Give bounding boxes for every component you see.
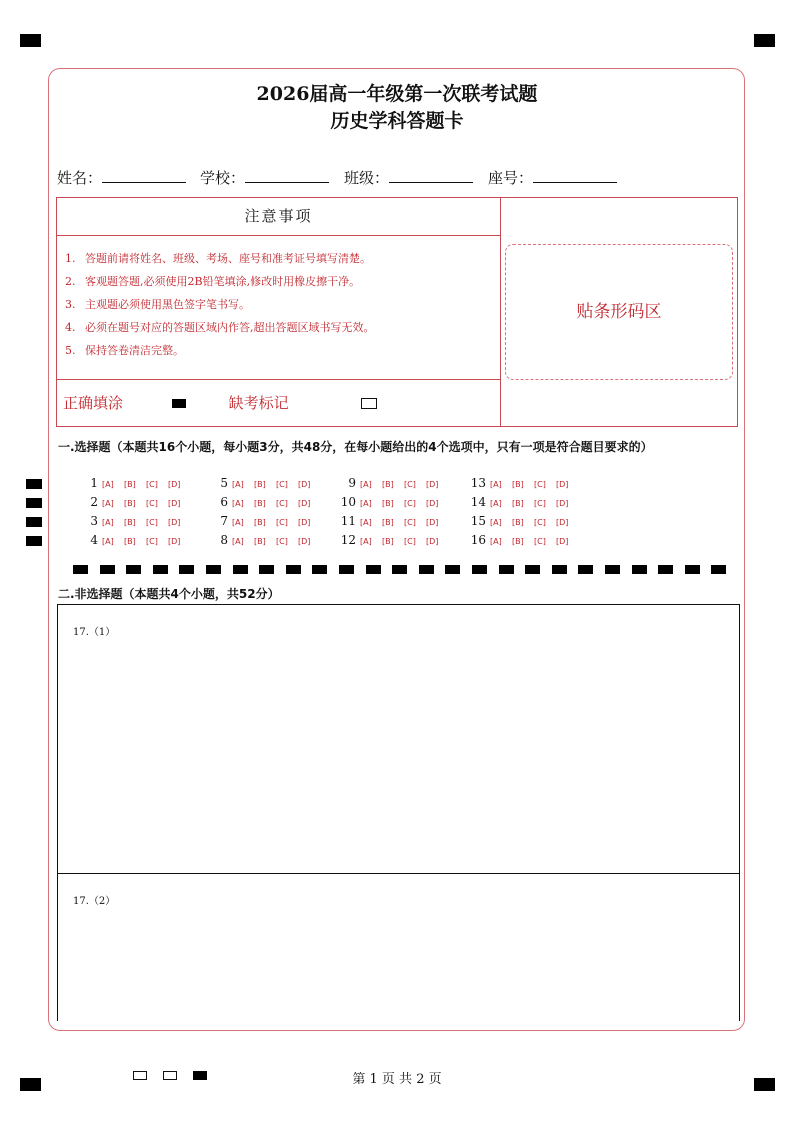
mc-option-bubble[interactable]: [B] xyxy=(124,537,136,546)
mc-option-bubble[interactable]: [A] xyxy=(102,499,114,508)
mc-option-bubble[interactable]: [A] xyxy=(102,480,114,489)
mc-question xyxy=(82,495,190,509)
mc-option-bubble[interactable]: [A] xyxy=(490,480,502,489)
mc-question-number: 13 xyxy=(470,476,486,490)
mc-option-bubble[interactable]: [D] xyxy=(556,499,569,508)
mc-option-bubble[interactable]: [A] xyxy=(490,537,502,546)
mc-option-bubble[interactable]: [B] xyxy=(124,499,136,508)
mc-option-bubble[interactable]: [C] xyxy=(146,537,158,546)
timing-dash xyxy=(658,565,673,574)
name-field[interactable] xyxy=(57,167,186,188)
timing-dash xyxy=(711,565,726,574)
notice-title: 注意事项 xyxy=(57,198,500,236)
timing-dash xyxy=(605,565,620,574)
timing-dash xyxy=(445,565,460,574)
mc-option-bubble[interactable]: [D] xyxy=(426,518,439,527)
mc-option-bubble[interactable]: [B] xyxy=(124,518,136,527)
mc-option-bubble[interactable]: [B] xyxy=(124,480,136,489)
question-label-17-2: 17.（2） xyxy=(73,896,116,907)
timing-mark xyxy=(26,498,42,508)
timing-dash xyxy=(525,565,540,574)
mc-option-bubble[interactable]: [C] xyxy=(276,537,288,546)
mc-option-bubble[interactable]: [B] xyxy=(254,537,266,546)
timing-dash xyxy=(206,565,221,574)
mc-option-bubble[interactable]: [D] xyxy=(426,537,439,546)
mc-option-bubble[interactable]: [B] xyxy=(382,480,394,489)
subject-title: 历史学科答题卡 xyxy=(330,110,464,132)
mc-option-bubble[interactable]: [C] xyxy=(534,518,546,527)
school-field[interactable] xyxy=(200,167,329,188)
mc-option-bubble[interactable]: [B] xyxy=(382,537,394,546)
mc-option-bubble[interactable]: [C] xyxy=(276,480,288,489)
mc-option-bubble[interactable]: [A] xyxy=(232,480,244,489)
mc-question xyxy=(340,514,448,528)
mc-option-bubble[interactable]: [A] xyxy=(232,537,244,546)
section1-heading: 一.选择题（本题共16个小题，每小题3分，共48分，在每小题给出的4个选项中，只有一项是符合题目要求的） xyxy=(58,440,653,454)
mc-question xyxy=(470,495,578,509)
mc-option-bubble[interactable]: [C] xyxy=(534,480,546,489)
class-label: 班级： xyxy=(344,169,390,187)
timing-dash xyxy=(100,565,115,574)
mc-question-number: 2 xyxy=(90,495,98,509)
absent-checkbox[interactable] xyxy=(361,398,377,409)
exam-title: 2026届高一年级第一次联考试题 xyxy=(256,83,538,105)
notice-divider-vertical xyxy=(500,198,501,426)
mc-option-bubble[interactable]: [D] xyxy=(426,480,439,489)
mc-question-number: 16 xyxy=(470,533,486,547)
timing-mark xyxy=(26,536,42,546)
mc-option-bubble[interactable]: [A] xyxy=(232,518,244,527)
mc-question-number: 9 xyxy=(348,476,356,490)
mc-option-bubble[interactable]: [C] xyxy=(404,537,416,546)
school-line[interactable] xyxy=(245,167,329,183)
notice-rules xyxy=(65,250,375,365)
mc-option-bubble[interactable]: [A] xyxy=(490,518,502,527)
timing-dash xyxy=(499,565,514,574)
class-field[interactable] xyxy=(344,167,473,188)
mc-option-bubble[interactable]: [A] xyxy=(232,499,244,508)
mc-option-bubble[interactable]: [D] xyxy=(556,518,569,527)
timing-dash xyxy=(366,565,381,574)
notice-divider-horizontal xyxy=(57,379,500,380)
timing-dash xyxy=(179,565,194,574)
mc-option-bubble[interactable]: [B] xyxy=(512,518,524,527)
class-line[interactable] xyxy=(389,167,473,183)
mc-option-bubble[interactable]: [B] xyxy=(254,480,266,489)
mc-option-bubble[interactable]: [D] xyxy=(168,537,181,546)
corner-mark-top-left xyxy=(20,34,41,47)
timing-dash xyxy=(233,565,248,574)
mc-question-number: 7 xyxy=(220,514,228,528)
mc-option-bubble[interactable]: [C] xyxy=(276,499,288,508)
mc-question xyxy=(470,514,578,528)
mc-option-bubble[interactable]: [D] xyxy=(298,537,311,546)
mc-question xyxy=(470,476,578,490)
mc-question xyxy=(212,514,320,528)
mc-option-bubble[interactable]: [D] xyxy=(426,499,439,508)
mc-question-number: 6 xyxy=(220,495,228,509)
rule-item: 4. 必须在题号对应的答题区域内作答,超出答题区域书写无效。 xyxy=(65,321,375,334)
mc-question xyxy=(340,476,448,490)
name-label: 姓名： xyxy=(57,169,103,187)
timing-dash xyxy=(392,565,407,574)
mc-option-bubble[interactable]: [B] xyxy=(512,537,524,546)
mc-question xyxy=(82,533,190,547)
timing-dash xyxy=(552,565,567,574)
answer-box-17-2[interactable] xyxy=(57,873,740,1021)
rule-item: 5. 保持答卷清洁完整。 xyxy=(65,344,184,357)
timing-dash xyxy=(73,565,88,574)
mc-question-number: 5 xyxy=(220,476,228,490)
mc-option-bubble[interactable]: [B] xyxy=(254,499,266,508)
mc-option-bubble[interactable]: [D] xyxy=(556,537,569,546)
mc-option-bubble[interactable]: [C] xyxy=(404,499,416,508)
timing-dash xyxy=(126,565,141,574)
mc-option-bubble[interactable]: [D] xyxy=(168,480,181,489)
mc-question-number: 11 xyxy=(340,514,356,528)
mc-option-bubble[interactable]: [A] xyxy=(490,499,502,508)
question-label-17-1: 17.（1） xyxy=(73,627,116,638)
mc-option-bubble[interactable]: [A] xyxy=(360,499,372,508)
timing-dash xyxy=(472,565,487,574)
mc-question xyxy=(82,476,190,490)
rule-item: 1. 答题前请将姓名、班级、考场、座号和准考证号填写清楚。 xyxy=(65,252,371,265)
section2-heading: 二.非选择题（本题共4个小题，共52分） xyxy=(58,587,280,601)
mc-question xyxy=(212,495,320,509)
timing-dash xyxy=(259,565,274,574)
timing-dash xyxy=(632,565,647,574)
mc-option-bubble[interactable]: [D] xyxy=(168,518,181,527)
rule-item: 3. 主观题必须使用黑色签字笔书写。 xyxy=(65,298,250,311)
mc-option-bubble[interactable]: [B] xyxy=(512,499,524,508)
school-label: 学校： xyxy=(200,169,246,187)
mc-question xyxy=(340,533,448,547)
timing-mark xyxy=(26,517,42,527)
mc-option-bubble[interactable]: [C] xyxy=(146,480,158,489)
mc-question xyxy=(470,533,578,547)
timing-dash xyxy=(419,565,434,574)
mc-question-number: 15 xyxy=(470,514,486,528)
mc-option-bubble[interactable]: [D] xyxy=(556,480,569,489)
timing-dash xyxy=(578,565,593,574)
seat-line[interactable] xyxy=(533,167,617,183)
mc-option-bubble[interactable]: [A] xyxy=(360,480,372,489)
mc-question xyxy=(212,533,320,547)
mc-question xyxy=(212,476,320,490)
seat-field[interactable] xyxy=(488,167,617,188)
mc-option-bubble[interactable]: [B] xyxy=(512,480,524,489)
answer-box-17-1[interactable] xyxy=(57,604,740,874)
barcode-area: 贴条形码区 xyxy=(505,244,733,380)
mc-option-bubble[interactable]: [C] xyxy=(404,518,416,527)
mc-option-bubble[interactable]: [C] xyxy=(534,537,546,546)
mc-option-bubble[interactable]: [B] xyxy=(254,518,266,527)
mc-question-number: 12 xyxy=(340,533,356,547)
mc-question-number: 3 xyxy=(90,514,98,528)
mc-question-number: 14 xyxy=(470,495,486,509)
mc-option-bubble[interactable]: [A] xyxy=(360,518,372,527)
mc-option-bubble[interactable]: [D] xyxy=(298,480,311,489)
mc-question-number: 4 xyxy=(90,533,98,547)
correct-fill-mark xyxy=(172,399,186,408)
mc-option-bubble[interactable]: [D] xyxy=(298,499,311,508)
timing-dash xyxy=(339,565,354,574)
mc-option-bubble[interactable]: [A] xyxy=(360,537,372,546)
timing-dash xyxy=(153,565,168,574)
mc-option-bubble[interactable]: [A] xyxy=(102,518,114,527)
mc-option-bubble[interactable]: [B] xyxy=(382,499,394,508)
mc-question-number: 10 xyxy=(340,495,356,509)
mc-option-bubble[interactable]: [C] xyxy=(146,518,158,527)
fill-example-row xyxy=(63,392,377,413)
mc-option-bubble[interactable]: [C] xyxy=(404,480,416,489)
mc-option-bubble[interactable]: [C] xyxy=(146,499,158,508)
mc-question xyxy=(82,514,190,528)
mc-option-bubble[interactable]: [C] xyxy=(534,499,546,508)
mc-option-bubble[interactable]: [A] xyxy=(102,537,114,546)
timing-mark xyxy=(26,479,42,489)
absent-label: 缺考标记 xyxy=(228,394,289,412)
mc-question-number: 1 xyxy=(90,476,98,490)
mc-option-bubble[interactable]: [C] xyxy=(276,518,288,527)
corner-mark-top-right xyxy=(754,34,775,47)
mc-option-bubble[interactable]: [D] xyxy=(168,499,181,508)
mc-option-bubble[interactable]: [B] xyxy=(382,518,394,527)
timing-dash xyxy=(286,565,301,574)
seat-label: 座号： xyxy=(488,169,534,187)
rule-item: 2. 客观题答题,必须使用2B铅笔填涂,修改时用橡皮擦干净。 xyxy=(65,275,361,288)
notice-box xyxy=(56,197,738,427)
mc-question xyxy=(340,495,448,509)
timing-dash xyxy=(685,565,700,574)
name-line[interactable] xyxy=(102,167,186,183)
mc-question-number: 8 xyxy=(220,533,228,547)
correct-fill-label: 正确填涂 xyxy=(63,394,124,412)
timing-dash xyxy=(312,565,327,574)
page-number: 第 1 页 共 2 页 xyxy=(352,1072,442,1087)
mc-option-bubble[interactable]: [D] xyxy=(298,518,311,527)
